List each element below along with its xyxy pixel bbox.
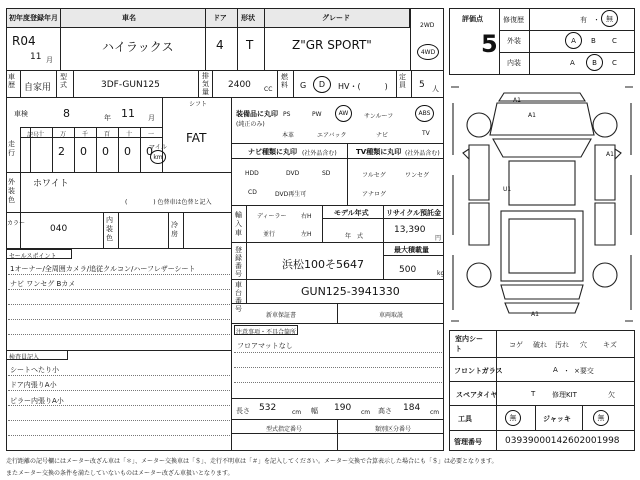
navi-cd: CD <box>248 189 257 196</box>
width-unit: cm <box>361 409 371 416</box>
equip-aw-circle: AW <box>335 105 352 122</box>
tools-none-circle: 無 <box>505 410 521 426</box>
max-load-label: 最大積載量 <box>394 246 429 254</box>
model-label: 型式 <box>60 73 67 89</box>
spare-label: スペアタイヤ <box>456 391 498 399</box>
shape-label: 形状 <box>241 14 255 22</box>
exterior-label: 外装色 <box>8 178 15 204</box>
spare-kit: 修理KIT <box>552 391 577 399</box>
shift-label: シフト <box>189 101 208 108</box>
height-value: 184 <box>403 403 421 413</box>
main-form <box>6 8 444 451</box>
footer-line-2: またメーター交換の条件を満たしていないものはメーター改ざん車扱いとなります。 <box>6 470 234 477</box>
tv-oneseg: ワンセグ <box>405 172 430 179</box>
capacity-value: 5 <box>419 80 425 90</box>
first-reg-month-unit: 月 <box>46 56 53 64</box>
ext-grade-c: C <box>612 37 617 45</box>
fuel-label: 燃料 <box>281 73 288 89</box>
seat-condition-item: コゲ <box>509 341 523 349</box>
mileage-digit: 0 <box>124 145 131 158</box>
equip-airbag: エアバック <box>317 132 347 139</box>
chassis-label: 車台番号 <box>235 281 242 313</box>
damage-label-a1-right: A1 <box>606 151 614 158</box>
score-label: 評価点 <box>462 15 483 23</box>
model-year-value: 年 式 <box>345 233 364 240</box>
import-right: 右H <box>301 213 312 220</box>
inspector-line-3: ピラー内張りA小 <box>10 397 64 405</box>
length-label: 長さ <box>236 407 250 415</box>
ext-label: 外装 <box>507 37 521 45</box>
inspection-year-unit: 年 <box>104 114 111 122</box>
capacity-label: 定員 <box>399 73 406 89</box>
seat-condition-item: 破れ <box>533 341 547 349</box>
displacement-label: 排気量 <box>202 72 209 96</box>
capacity-unit: 人 <box>432 85 439 93</box>
tv-analog: アナログ <box>362 191 387 198</box>
equip-pw: PW <box>312 111 322 118</box>
equipment-label: 装備品に丸印 <box>236 110 278 118</box>
navi-dvd-play: DVD再生可 <box>275 191 307 198</box>
first-reg-label: 初年度登録年月 <box>9 14 58 22</box>
car-damage-diagram <box>449 85 635 325</box>
equip-leather: 本革 <box>282 132 295 139</box>
inspection-year: 8 <box>63 107 70 120</box>
mileage-digit: 0 <box>102 145 109 158</box>
mileage-digit: 0 <box>80 145 87 158</box>
color-code-value: 040 <box>50 224 68 234</box>
drive-2wd: 2WD <box>420 22 435 29</box>
navi-hdd: HDD <box>245 170 259 177</box>
mileage-cell-divider <box>96 127 97 172</box>
length-unit: cm <box>292 409 302 416</box>
damage-label-a1-hood: A1 <box>528 112 536 119</box>
recycle-value: 13,390 <box>394 225 426 235</box>
import-left: 左H <box>301 231 312 238</box>
type-cert-label: 型式指定番号 <box>266 426 303 433</box>
height-label: 高さ <box>378 407 392 415</box>
front-glass-a: A <box>553 366 558 374</box>
ext-grade-a-circle: A <box>565 32 582 49</box>
sales-point-line-2: ナビ ワンセグ Bカメ <box>10 280 76 288</box>
seat-condition-item: 汚れ <box>555 341 569 349</box>
seat-condition-item: 穴 <box>580 341 587 349</box>
new-warranty: 新車保証書 <box>266 312 297 319</box>
mileage-cell-divider <box>74 127 75 172</box>
inspection-label: 車検 <box>14 110 28 118</box>
km-circle: km <box>150 150 166 164</box>
note-value: フロアマットなし <box>237 342 293 350</box>
vehicle-manual: 車両取説 <box>379 312 404 319</box>
height-unit: cm <box>430 409 440 416</box>
model-year-label: モデル年式 <box>334 209 369 217</box>
grade-label: グレード <box>322 14 350 22</box>
tools-label: 工具 <box>458 415 472 423</box>
repair-yes: 有 <box>580 16 587 24</box>
navi-sub: (社外品含む) <box>302 150 337 157</box>
displacement-value: 2400 <box>228 80 251 90</box>
max-load-unit: kg <box>437 270 445 277</box>
model-value: 3DF-GUN125 <box>101 80 160 90</box>
cc-unit: CC <box>264 86 273 93</box>
first-reg-year: R04 <box>12 34 36 48</box>
int-grade-b-circle: B <box>586 54 603 71</box>
mileage-cell-divider <box>52 127 53 172</box>
mileage-unit-label: 十 <box>126 131 133 138</box>
car-name: ハイラックス <box>102 40 174 54</box>
import-dealer: ディーラー <box>257 213 287 220</box>
mileage-sublabel: 記号 <box>27 132 40 139</box>
drive-4wd-circle: 4WD <box>417 44 439 60</box>
spare-t: T <box>531 390 536 398</box>
repair-no-circle: 無 <box>601 10 618 27</box>
recycle-label: リサイクル預託金 <box>386 209 442 217</box>
ext-grade-b: B <box>591 37 596 45</box>
width-value: 190 <box>334 403 352 413</box>
equip-navi: ナビ <box>376 132 389 139</box>
inspector-label: 検査員記入 <box>9 354 40 361</box>
sales-point-line-1: 1オーナー/全周囲カメラ/追従クルコン/ハーフレザーシート <box>10 265 196 273</box>
jack-none-circle: 無 <box>593 410 609 426</box>
inspector-line-1: シートへたり小 <box>10 366 59 374</box>
damage-label-u1: U1 <box>503 186 512 193</box>
exterior-note: ( ) 色替車は色替と記入 <box>125 199 212 206</box>
exterior-color: ホワイト <box>33 179 69 189</box>
damage-label-a1-front: A1 <box>513 97 521 104</box>
int-grade-a: A <box>570 59 575 67</box>
navi-sd: SD <box>322 170 331 177</box>
mileage-unit-label: 百 <box>104 131 111 138</box>
grade-value: Z"GR SPORT" <box>292 38 372 52</box>
mileage-cell-divider <box>30 127 31 172</box>
import-parallel: 並行 <box>263 231 276 238</box>
mileage-unit-label: 万 <box>60 131 67 138</box>
equip-sunroof: サンルーフ <box>364 113 394 120</box>
fuel-g: G <box>300 81 307 90</box>
score-value: 5 <box>481 30 498 58</box>
damage-label-a1-rear: A1 <box>531 311 539 318</box>
interior-seat-label: 室内シート <box>455 335 483 353</box>
equip-ps: PS <box>283 111 291 118</box>
mileage-digit: 2 <box>58 145 65 158</box>
fuel-d-circle: D <box>313 76 331 93</box>
max-load-value: 500 <box>399 265 417 275</box>
mileage-unit-label: 十 <box>38 131 45 138</box>
navi-dvd: DVD <box>286 170 300 177</box>
fuel-hv: HV・( ) <box>338 82 388 91</box>
door-count: 4 <box>216 38 224 52</box>
mgmt-value: 03939000142602001998 <box>505 436 620 446</box>
inspection-month-unit: 月 <box>148 114 155 122</box>
spare-none: 欠 <box>608 391 615 399</box>
import-label: 輸入車 <box>235 211 242 237</box>
tv-label: TV種類に丸印 <box>356 148 402 156</box>
seat-condition-item: キズ <box>603 341 617 349</box>
aircon-label: 冷房 <box>171 221 178 238</box>
mileage-unit-label: 千 <box>82 131 89 138</box>
tv-fullseg: フルセグ <box>362 172 386 179</box>
mileage-digit: 0 <box>146 145 153 158</box>
footer-line-1: 走行距離の記号欄にはメーター改ざん車は「＊」、メーター交換車は「＄」、走行不明車は「＃」を記入してください。メーター交換で合算表示した場合にも「＄」は必要となります。 <box>6 458 498 465</box>
mileage-unit-label: 一 <box>148 131 155 138</box>
inspection-month: 11 <box>121 107 135 120</box>
door-label: ドア <box>213 14 227 22</box>
equipment-sublabel: (純正のみ) <box>236 121 265 128</box>
mileage-label: 走行 <box>8 140 15 157</box>
width-label: 幅 <box>311 407 318 415</box>
first-reg-month: 11 <box>30 52 42 62</box>
inspector-line-2: ドア内張りA小 <box>10 381 57 389</box>
mileage-cell-divider <box>140 127 141 172</box>
front-glass-label: フロントガラス <box>454 367 503 375</box>
int-label: 内装 <box>507 59 521 67</box>
category-label: 類別区分番号 <box>375 426 412 433</box>
reg-label: 登録番号 <box>235 246 242 278</box>
note-label: 注意事項・不具合箇所 <box>236 329 297 336</box>
shift-value: FAT <box>186 131 207 145</box>
mgmt-label: 管理番号 <box>454 438 482 446</box>
shape-value: T <box>246 38 254 52</box>
car-name-label: 車名 <box>122 14 136 22</box>
equip-abs-circle: ABS <box>415 105 434 122</box>
mile-label: マイル <box>149 144 167 151</box>
interior-color-label: 内装色 <box>106 216 113 242</box>
chassis-value: GUN125-3941330 <box>301 285 400 298</box>
mileage-cell-divider <box>118 127 119 172</box>
jack-label: ジャッキ <box>543 415 571 423</box>
reg-value: 浜松100そ5647 <box>282 258 364 271</box>
navi-label: ナビ種類に丸印 <box>248 148 297 156</box>
sales-point-label: セールスポイント <box>9 253 57 260</box>
equip-tv: TV <box>422 130 430 137</box>
tv-sub: (社外品含む) <box>405 150 440 157</box>
use-value: 自家用 <box>24 83 52 93</box>
recycle-unit: 円 <box>435 235 442 242</box>
color-code-label: カラー <box>7 220 26 227</box>
repair-label: 修復歴 <box>503 16 524 24</box>
length-value: 532 <box>259 403 277 413</box>
front-glass-replace: ×要交 <box>574 367 594 375</box>
int-grade-c: C <box>612 59 617 67</box>
use-label: 車歴 <box>8 73 15 89</box>
